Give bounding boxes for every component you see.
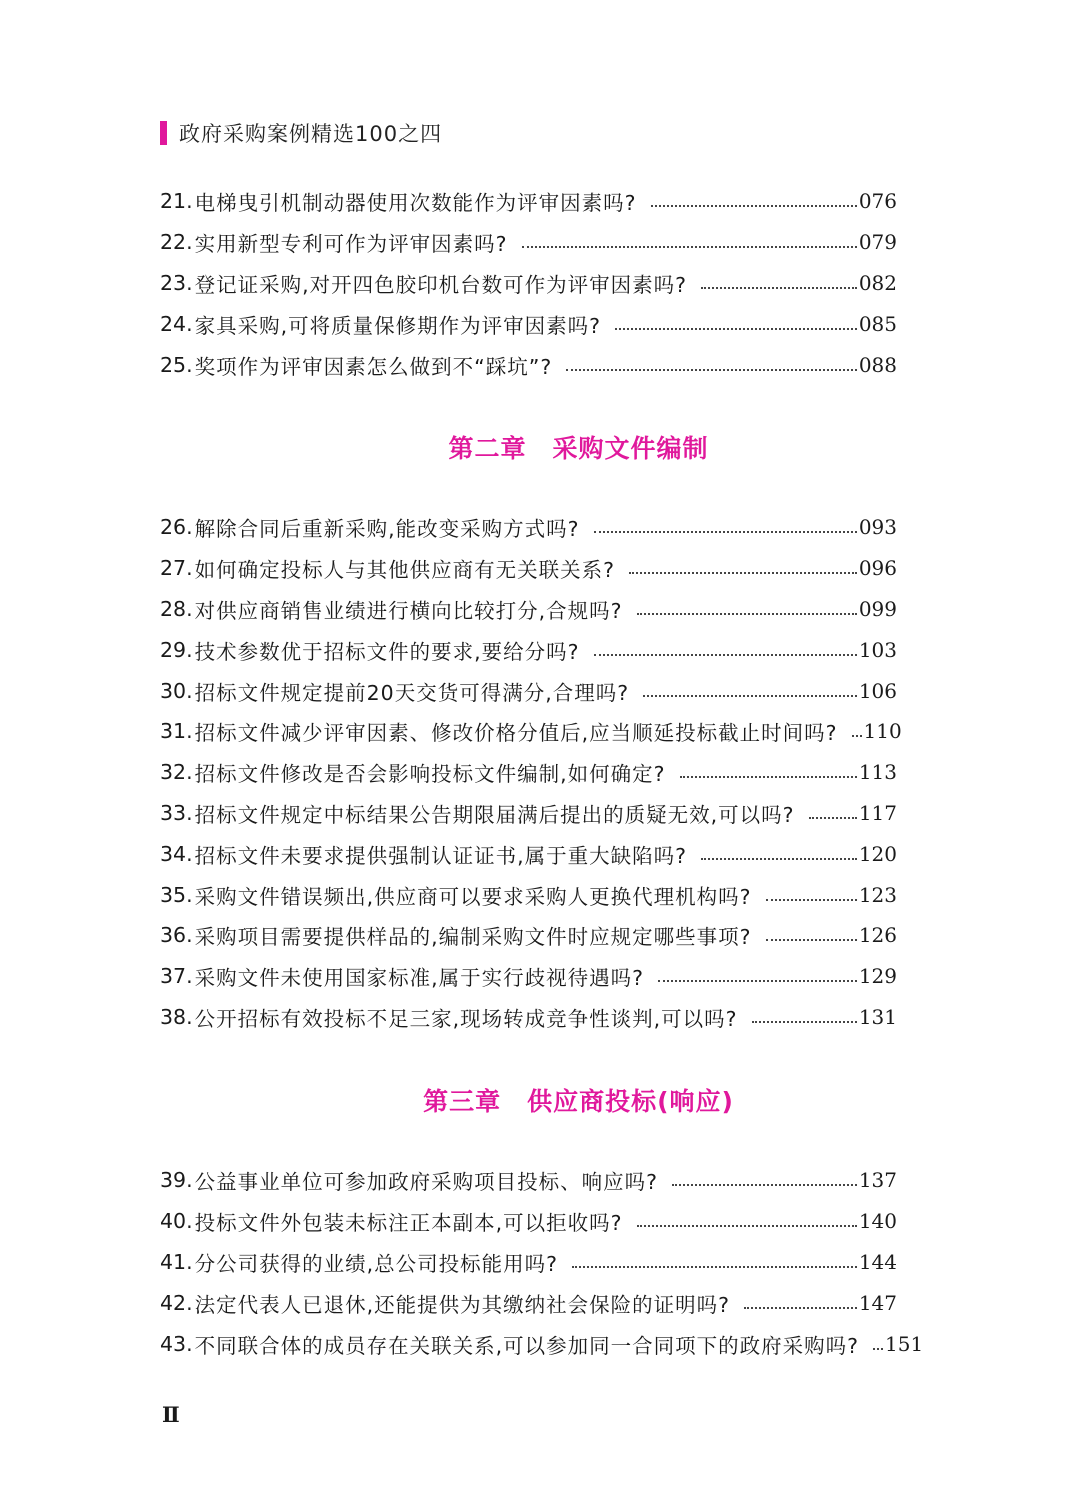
toc-entry bbox=[160, 1282, 897, 1323]
dot-leader bbox=[766, 939, 857, 941]
dot-leader bbox=[658, 980, 857, 982]
dot-leader bbox=[637, 613, 857, 615]
toc-entry bbox=[160, 1160, 897, 1201]
chapter-heading-2 bbox=[160, 429, 997, 465]
entry-number: 32. bbox=[160, 760, 193, 785]
entry-page-number: 151 bbox=[885, 1331, 924, 1356]
entry-number: 22. bbox=[160, 230, 193, 255]
entry-title: 招标文件规定提前20天交货可得满分,合理吗? bbox=[194, 680, 630, 705]
entry-page-number: 131 bbox=[858, 1004, 897, 1029]
entry-title: 招标文件减少评审因素、修改价格分值后,应当顺延投标截止时间吗? bbox=[194, 721, 838, 746]
entry-title: 采购项目需要提供样品的,编制采购文件时应规定哪些事项? bbox=[194, 925, 752, 950]
entry-number: 38. bbox=[160, 1004, 193, 1029]
entry-title: 不同联合体的成员存在关联关系,可以参加同一合同项下的政府采购吗? bbox=[194, 1333, 860, 1358]
entry-number: 21. bbox=[160, 189, 193, 214]
toc-entry bbox=[160, 548, 897, 589]
entry-page-number: 110 bbox=[863, 719, 902, 744]
entry-number: 23. bbox=[160, 270, 193, 295]
dot-leader bbox=[752, 1021, 857, 1023]
chapter-label: 第三章 bbox=[423, 1087, 502, 1116]
entry-number: 39. bbox=[160, 1168, 193, 1193]
entry-page-number: 085 bbox=[858, 311, 897, 336]
toc-entry bbox=[160, 874, 897, 915]
entry-title: 电梯曳引机制动器使用次数能作为评审因素吗? bbox=[194, 191, 637, 216]
entry-page-number: 120 bbox=[858, 841, 897, 866]
dot-leader bbox=[701, 287, 857, 289]
entry-title: 公开招标有效投标不足三家,现场转成竞争性谈判,可以吗? bbox=[194, 1006, 738, 1031]
toc-entry bbox=[160, 1323, 924, 1364]
dot-leader bbox=[572, 1266, 857, 1268]
entry-page-number: 103 bbox=[858, 637, 897, 662]
toc-section-1 bbox=[160, 181, 897, 385]
toc-entry bbox=[160, 344, 897, 385]
toc-entry bbox=[160, 222, 897, 263]
toc-entry bbox=[160, 711, 902, 752]
entry-title: 招标文件规定中标结果公告期限届满后提出的质疑无效,可以吗? bbox=[194, 802, 795, 827]
entry-title: 如何确定投标人与其他供应商有无关联关系? bbox=[194, 558, 615, 583]
chapter-title: 供应商投标(响应) bbox=[527, 1087, 734, 1116]
entry-page-number: 126 bbox=[858, 923, 897, 948]
entry-page-number: 088 bbox=[858, 352, 897, 377]
entry-number: 36. bbox=[160, 923, 193, 948]
entry-page-number: 093 bbox=[858, 515, 897, 540]
entry-title: 招标文件修改是否会影响投标文件编制,如何确定? bbox=[194, 762, 666, 787]
entry-number: 30. bbox=[160, 678, 193, 703]
entry-page-number: 137 bbox=[858, 1168, 897, 1193]
entry-title: 实用新型专利可作为评审因素吗? bbox=[194, 232, 508, 257]
dot-leader bbox=[852, 735, 862, 737]
entry-number: 43. bbox=[160, 1331, 193, 1356]
entry-title: 招标文件未要求提供强制认证证书,属于重大缺陷吗? bbox=[194, 843, 688, 868]
dot-leader bbox=[651, 205, 857, 207]
entry-number: 27. bbox=[160, 556, 193, 581]
entry-title: 公益事业单位可参加政府采购项目投标、响应吗? bbox=[194, 1170, 658, 1195]
toc-entry bbox=[160, 670, 897, 711]
toc-entry bbox=[160, 507, 897, 548]
toc-entry bbox=[160, 629, 897, 670]
entry-number: 37. bbox=[160, 964, 193, 989]
dot-leader bbox=[701, 858, 857, 860]
entry-page-number: 096 bbox=[858, 556, 897, 581]
entry-title: 法定代表人已退休,还能提供为其缴纳社会保险的证明吗? bbox=[194, 1292, 731, 1317]
toc-entry bbox=[160, 589, 897, 630]
dot-leader bbox=[809, 817, 857, 819]
chapter-heading-3 bbox=[160, 1082, 997, 1118]
chapter-label: 第二章 bbox=[448, 434, 527, 463]
entry-page-number: 106 bbox=[858, 678, 897, 703]
entry-number: 26. bbox=[160, 515, 193, 540]
dot-leader bbox=[522, 246, 857, 248]
toc-entry bbox=[160, 181, 897, 222]
entry-number: 29. bbox=[160, 637, 193, 662]
dot-leader bbox=[672, 1184, 857, 1186]
accent-bar bbox=[160, 121, 167, 145]
entry-title: 登记证采购,对开四色胶印机台数可作为评审因素吗? bbox=[194, 272, 688, 297]
entry-page-number: 117 bbox=[858, 800, 897, 825]
entry-title: 对供应商销售业绩进行横向比较打分,合规吗? bbox=[194, 598, 623, 623]
entry-page-number: 140 bbox=[858, 1209, 897, 1234]
toc-entry bbox=[160, 956, 897, 997]
dot-leader bbox=[566, 369, 857, 371]
entry-number: 34. bbox=[160, 841, 193, 866]
toc-entry bbox=[160, 1242, 897, 1283]
entry-page-number: 129 bbox=[858, 964, 897, 989]
entry-title: 分公司获得的业绩,总公司投标能用吗? bbox=[194, 1251, 559, 1276]
toc-entry bbox=[160, 752, 897, 793]
entry-page-number: 082 bbox=[858, 270, 897, 295]
entry-title: 解除合同后重新采购,能改变采购方式吗? bbox=[194, 517, 580, 542]
entry-page-number: 079 bbox=[858, 230, 897, 255]
entry-number: 42. bbox=[160, 1290, 193, 1315]
entry-number: 24. bbox=[160, 311, 193, 336]
entry-title: 采购文件错误频出,供应商可以要求采购人更换代理机构吗? bbox=[194, 884, 752, 909]
toc-entry bbox=[160, 833, 897, 874]
entry-number: 33. bbox=[160, 800, 193, 825]
running-head-text: 政府采购案例精选100之四 bbox=[179, 122, 443, 146]
toc-entry bbox=[160, 793, 897, 834]
toc-entry bbox=[160, 997, 897, 1038]
entry-page-number: 099 bbox=[858, 596, 897, 621]
entry-page-number: 076 bbox=[858, 189, 897, 214]
entry-number: 35. bbox=[160, 882, 193, 907]
toc-section-3 bbox=[160, 1160, 924, 1364]
dot-leader bbox=[873, 1348, 883, 1350]
entry-title: 投标文件外包装未标注正本副本,可以拒收吗? bbox=[194, 1211, 623, 1236]
dot-leader bbox=[594, 654, 857, 656]
entry-number: 25. bbox=[160, 352, 193, 377]
dot-leader bbox=[594, 531, 857, 533]
entry-title: 家具采购,可将质量保修期作为评审因素吗? bbox=[194, 313, 602, 338]
entry-page-number: 113 bbox=[858, 760, 897, 785]
entry-title: 技术参数优于招标文件的要求,要给分吗? bbox=[194, 639, 580, 664]
chapter-title: 采购文件编制 bbox=[552, 434, 709, 463]
toc-entry bbox=[160, 915, 897, 956]
dot-leader bbox=[680, 776, 857, 778]
toc-section-2 bbox=[160, 507, 902, 1037]
dot-leader bbox=[766, 899, 857, 901]
toc-entry bbox=[160, 263, 897, 304]
entry-number: 40. bbox=[160, 1209, 193, 1234]
dot-leader bbox=[744, 1307, 857, 1309]
entry-title: 采购文件未使用国家标准,属于实行歧视待遇吗? bbox=[194, 966, 645, 991]
running-head bbox=[160, 118, 442, 148]
page-folio: Ⅱ bbox=[162, 1402, 180, 1427]
entry-page-number: 144 bbox=[858, 1249, 897, 1274]
toc-entry bbox=[160, 303, 897, 344]
dot-leader bbox=[637, 1225, 857, 1227]
entry-page-number: 123 bbox=[858, 882, 897, 907]
entry-number: 28. bbox=[160, 596, 193, 621]
toc-entry bbox=[160, 1201, 897, 1242]
dot-leader bbox=[629, 572, 857, 574]
entry-number: 41. bbox=[160, 1249, 193, 1274]
entry-number: 31. bbox=[160, 719, 193, 744]
dot-leader bbox=[643, 695, 857, 697]
entry-title: 奖项作为评审因素怎么做到不“踩坑”? bbox=[194, 354, 553, 379]
entry-page-number: 147 bbox=[858, 1290, 897, 1315]
dot-leader bbox=[615, 328, 857, 330]
